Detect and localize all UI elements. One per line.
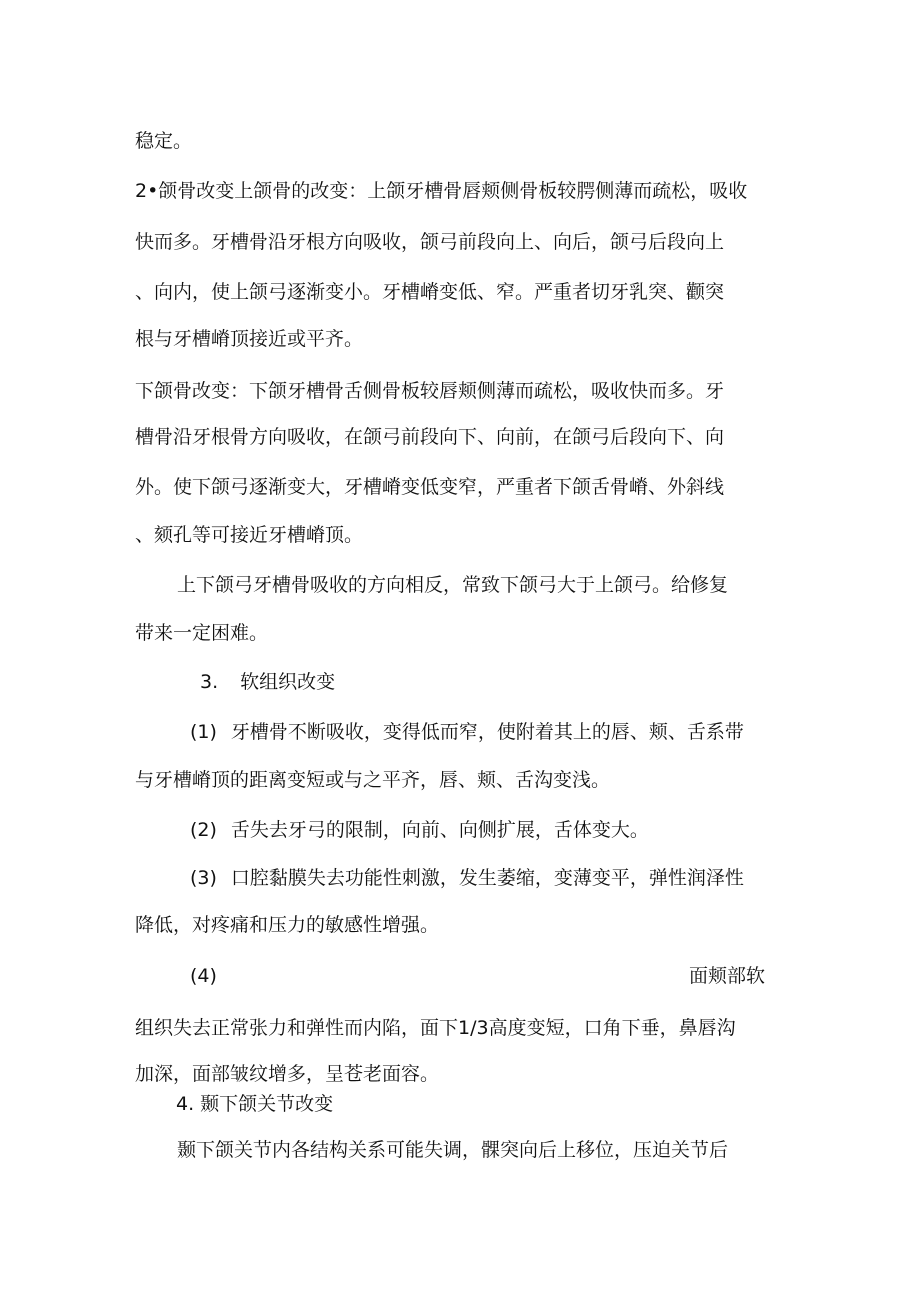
section-title: 软组织改变 bbox=[240, 671, 336, 693]
text-line-2: 2•颌骨改变上颌骨的改变：上颌牙槽骨唇颊侧骨板较腭侧薄而疏松，吸收 bbox=[135, 180, 748, 202]
text-line-1: 稳定。 bbox=[135, 130, 193, 152]
list-item-4-number: (4) bbox=[190, 965, 217, 987]
text-line-6: 下颌骨改变：下颌牙槽骨舌侧骨板较唇颊侧薄而疏松，吸收快而多。牙 bbox=[135, 380, 725, 402]
text-line-13: 与牙槽嵴顶的距离变短或与之平齐，唇、颊、舌沟变浅。 bbox=[135, 769, 611, 791]
text-line-3: 快而多。牙槽骨沿牙根方向吸收，颌弓前段向上、向后，颌弓后段向上 bbox=[135, 231, 725, 253]
item-text: 舌失去牙弓的限制，向前、向侧扩展，舌体变大。 bbox=[230, 819, 649, 841]
item-text: 口腔黏膜失去功能性刺激，发生萎缩，变薄变平，弹性润泽性 bbox=[230, 867, 744, 889]
text-line-7: 槽骨沿牙根骨方向吸收，在颌弓前段向下、向前，在颌弓后段向下、向 bbox=[135, 426, 725, 448]
item-number: (2) bbox=[190, 819, 217, 841]
item-number: (1) bbox=[190, 721, 217, 743]
text-line-16: 降低，对疼痛和压力的敏感性增强。 bbox=[135, 914, 440, 936]
text-line-5: 根与牙槽嵴顶接近或平齐。 bbox=[135, 328, 364, 350]
list-item-4-text: 面颊部软 bbox=[689, 965, 766, 987]
text-line-11: 带来一定困难。 bbox=[135, 622, 269, 644]
list-item-2 bbox=[190, 817, 649, 843]
item-text: 牙槽骨不断吸收，变得低而窄，使附着其上的唇、颊、舌系带 bbox=[230, 721, 744, 743]
text-line-20: 加深，面部皱纹增多，呈苍老面容。 bbox=[135, 1063, 440, 1085]
item-number: (3) bbox=[190, 867, 217, 889]
text-line-9: 、颏孔等可接近牙槽嵴顶。 bbox=[135, 524, 364, 546]
text-line-10: 上下颌弓牙槽骨吸收的方向相反，常致下颌弓大于上颌弓。给修复 bbox=[177, 574, 729, 596]
list-item-1 bbox=[190, 719, 744, 745]
section-heading-4: 4. 颞下颌关节改变 bbox=[176, 1093, 334, 1115]
text-line-19: 组织失去正常张力和弹性而内陷，面下1/3高度变短，口角下垂，鼻唇沟 bbox=[135, 1017, 736, 1039]
section-heading-3 bbox=[200, 669, 335, 695]
section-number: 3. bbox=[200, 671, 219, 693]
text-line-8: 外。使下颌弓逐渐变大，牙槽嵴变低变窄，严重者下颌舌骨嵴、外斜线 bbox=[135, 476, 725, 498]
text-line-4: 、向内，使上颌弓逐渐变小。牙槽嵴变低、窄。严重者切牙乳突、颧突 bbox=[135, 281, 725, 303]
list-item-3 bbox=[190, 865, 744, 891]
text-line-22: 颞下颌关节内各结构关系可能失调，髁突向后上移位，压迫关节后 bbox=[177, 1139, 729, 1161]
